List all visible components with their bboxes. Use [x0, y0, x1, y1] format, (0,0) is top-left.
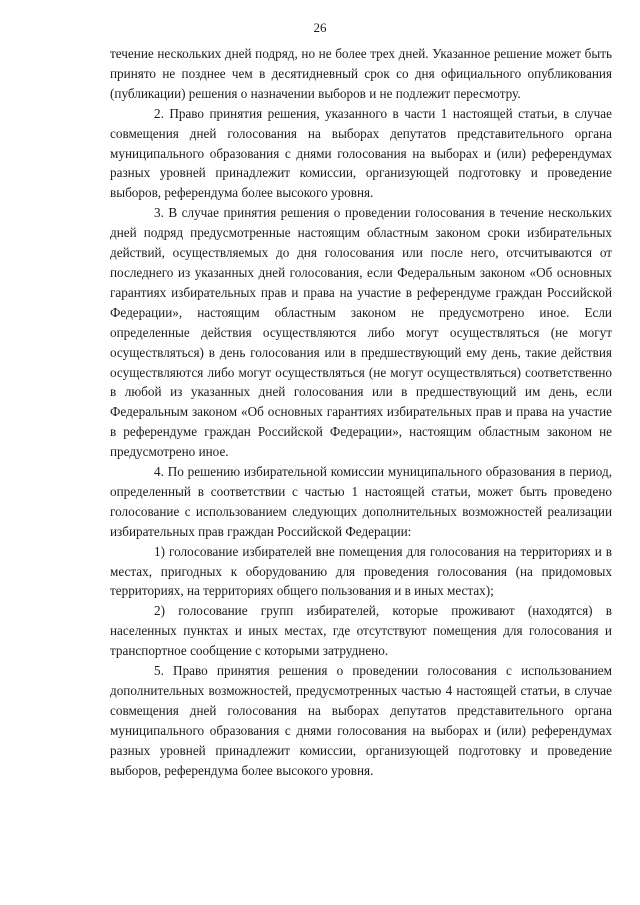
- paragraph-part-2: 2. Право принятия решения, указанного в части 1 настоящей статьи, в случае совмещения дней голосования на выборах депутатов представительного органа муниципального образования с днями голосования на выборах и (или) референдумах разных уровней принадлежит комиссии, организующей подготовку и проведение выборов, референдума более высокого уровня.: [110, 105, 612, 201]
- paragraph-continuation: течение нескольких дней подряд, но не более трех дней. Указанное решение может быть принято не позднее чем в десятидневный срок со дня официального опубликования (публикации) решения о назначении выборов и не подлежит пересмотру.: [110, 46, 612, 101]
- paragraph-item-2: 2) голосование групп избирателей, которые проживают (находятся) в населенных пунктах и иных местах, где отсутствуют помещения для голосования и транспортное сообщение с которыми затруднено.: [110, 603, 612, 659]
- paragraph-part-4: 4. По решению избирательной комиссии муниципального образования в период, определенный в соответствии с частью 1 настоящей статьи, может быть проведено голосование с использованием следующих дополнительных возможностей реализации избирательных прав граждан Российской Федерации:: [110, 464, 612, 539]
- paragraph-part-5: 5. Право принятия решения о проведении голосования с использованием дополнительных возможностей, предусмотренных частью 4 настоящей статьи, в случае совмещения дней голосования на выборах депутатов представительного органа муниципального образования с днями голосования на выборах и (или) референдумах разных уровней принадлежит комиссии, организующей подготовку и проведение выборов, референдума более высокого уровня.: [110, 663, 612, 778]
- page-number: 26: [313, 20, 327, 35]
- document-body: [110, 44, 612, 781]
- paragraph-part-3: 3. В случае принятия решения о проведении голосования в течение нескольких дней подряд предусмотренные настоящим областным законом сроки избирательных действий, осуществляемых до дня голосования или после него, отсчитываются от последнего из указанных дней голосования, если Федеральным законом «Об основных гарантиях избирательных прав и права на участие в референдуме граждан Российской Федерации», настоящим областным законом не предусмотрено иное. Если определенные действия осуществляются либо могут осуществляться (не могут осуществляться) в день голосования или в предшествующий ему день, такие действия осуществляются либо могут осуществляться (не могут осуществляться) соответственно в любой из указанных дней голосования или в предшествующий им день, если Федеральным законом «Об основных гарантиях избирательных прав и права на участие в референдуме граждан Российской Федерации», настоящим областным законом не предусмотрено иное.: [110, 205, 612, 460]
- paragraph-item-1: 1) голосование избирателей вне помещения для голосования на территориях и в местах, пригодных к оборудованию для проведения голосования (на придомовых территориях, на территориях общего пользования и в иных местах);: [110, 543, 612, 599]
